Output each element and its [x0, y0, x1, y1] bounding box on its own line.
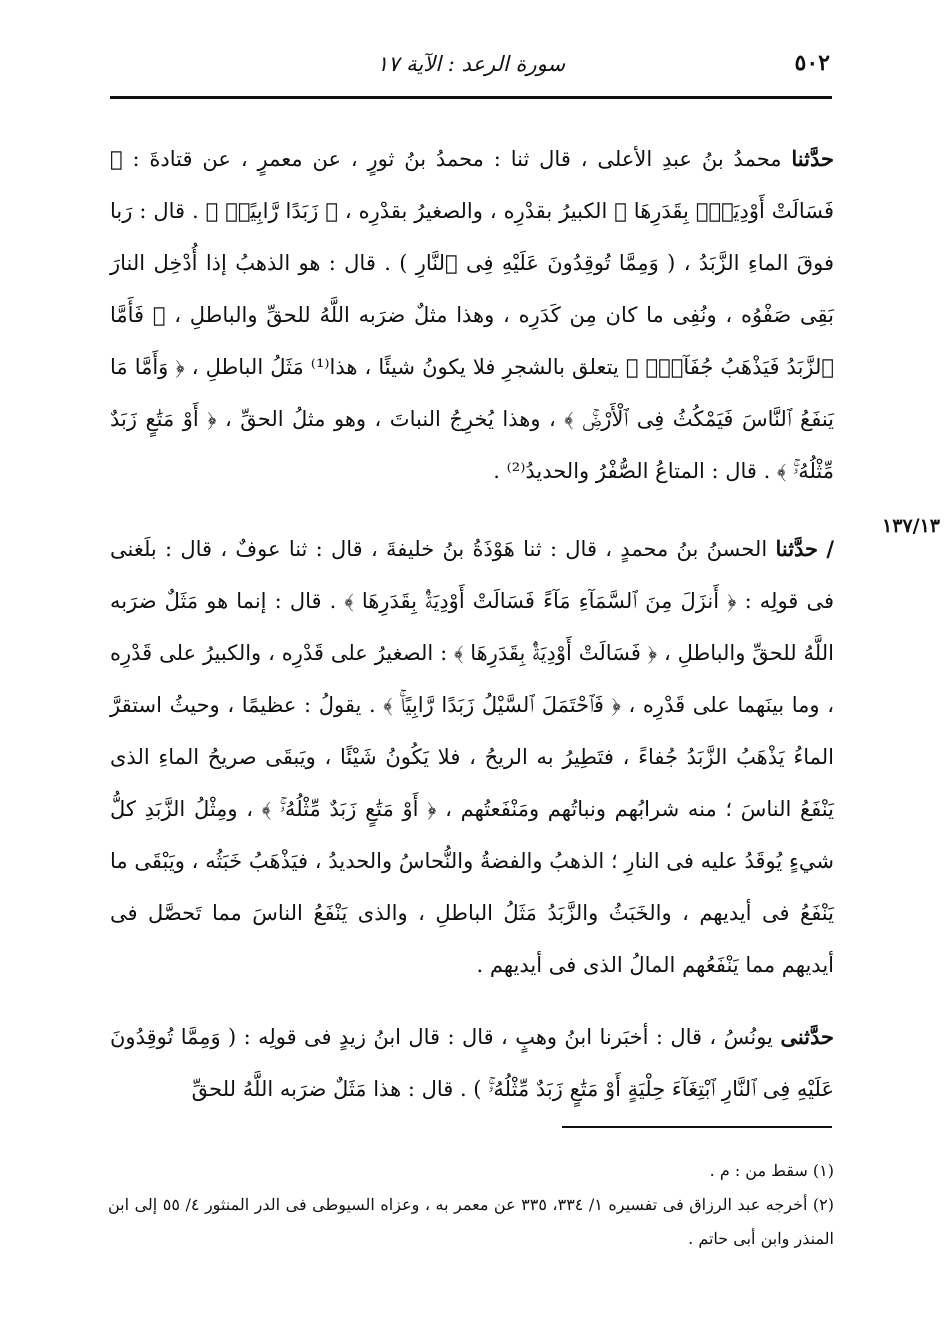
- paragraph-lead: حدَّثنا: [775, 536, 819, 561]
- footnote-1: (١) سقط من : م .: [709, 1161, 834, 1180]
- paragraph-marker: /: [826, 536, 834, 561]
- paragraph-3: [110, 990, 834, 1136]
- footnotes: [108, 1154, 834, 1256]
- paragraph-2: [110, 502, 834, 1012]
- margin-reference: ١٣٧/١٣: [882, 515, 940, 537]
- header-rule: [110, 96, 832, 99]
- paragraph-text: الحسنُ بنُ محمدٍ ، قال : ثنا هَوْذَةُ بنُ خليفةَ ، قال : ثنا عوفٌ ، قال : بلَغنى فى قولِه : ﴿ أَنزَلَ مِنَ ٱلسَّمَآءِ مَآءً فَسَالَتْ أَوْدِيَةٌۢ بِقَدَرِهَا ﴾ . قال : إنما هو مَثَلٌ ضرَبه اللَّهُ للحقِّ والباطلِ ، ﴿ فَسَالَتْ أَوْدِيَةٌۢ بِقَدَرِهَا ﴾ : الصغيرُ على قَدْرِه ، والكبيرُ على قَدْرِه ، وما بينَهما على قَدْرِه ، ﴿ فَٱحْتَمَلَ ٱلسَّيْلُ زَبَدًا رَّابِيًاۚ ﴾ . يقولُ : عظيمًا ، وحيثُ استقرَّ الماءُ يَذْهَبُ الزَّبَدُ جُفاءً ، فتَطِيرُ به الريحُ ، فلا يَكُونُ شَيْئًا ، ويَبقَى صريحُ الماءِ الذى يَنْفَعُ الناسَ ؛ منه شرابُهم ونباتُهم ومَنْفَعتُهم ، ﴿ أَوْ مَتَٰعٍ زَبَدٌ مِّثْلُهُۥۚ ﴾ ، ومِثْلُ الزَّبَدِ كلُّ شيءٍ يُوقَدُ عليه فى النارِ ؛ الذهبُ والفضةُ والنُّحاسُ والحديدُ ، فيَذْهَبُ خَبَثُه ، ويَبْقَى ما يَنْفَعُ فى أيديهم ، والخَبَثُ والزَّبَدُ مَثَلُ الباطلِ ، والذى يَنْفَعُ الناسَ مما تَحصَّل فى أيديهم مما يَنْفَعُهم المالُ الذى فى أيديهم .: [110, 537, 834, 977]
- page-header: [112, 50, 830, 90]
- footnote-rule: [562, 1126, 832, 1128]
- running-title: سورة الرعد : الآية ١٧: [376, 52, 566, 76]
- paragraph-text: يونُسُ ، قال : أخبَرنا ابنُ وهبٍ ، قال : قال ابنُ زيدٍ فى قولِه : ( وَمِمَّا تُوقِدُونَ عَلَيْهِ فِى ٱلنَّارِ ٱبْتِغَآءَ حِلْيَةٍ أَوْ مَتَٰعٍ زَبَدٌ مِّثْلُهُۥۚ ) . قال : هذا مَثَلٌ ضرَبه اللَّهُ للحقِّ: [110, 1025, 834, 1101]
- page-number: ٥٠٢: [794, 50, 830, 76]
- paragraph-text: محمدُ بنُ عبدِ الأعلى ، قال ثنا : محمدُ بنُ ثورٍ ، عن معمرٍ ، عن قتادةَ : ﴿ فَسَالَتْ أَوْدِيَةٌۢ بِقَدَرِهَا ﴾ الكبيرُ بقدْرِه ، والصغيرُ بقدْرِه ، ﴿ زَبَدًا رَّابِيًاۚ ﴾ . قال : رَبا فوقَ الماءِ الزَّبَدُ ، ( وَمِمَّا تُوقِدُونَ عَلَيْهِ فِى ٱلنَّارِ ) . قال : هو الذهبُ إذا أُدْخِل النارَ بَقِى صَفْوُه ، ونُفِى ما كان مِن كَدَرِه ، وهذا مثلٌ ضرَبه اللَّهُ للحقِّ والباطلِ ، ﴿ فَأَمَّا ٱلزَّبَدُ فَيَذْهَبُ جُفَآءًۖ ﴾ يتعلق بالشجرِ فلا يكونُ شيئًا ، هذا⁽¹⁾ مَثَلُ الباطلِ ، ﴿ وَأَمَّا مَا يَنفَعُ ٱلنَّاسَ فَيَمْكُثُ فِى ٱلْأَرْضِۚ ﴾ ، وهذا يُخرِجُ النباتَ ، وهو مثلُ الحقِّ ، ﴿ أَوْ مَتَٰعٍ زَبَدٌ مِّثْلُهُۥۚ ﴾ . قال : المتاعُ الصُّفْرُ والحديدُ⁽²⁾ .: [110, 147, 835, 483]
- footnote-2: (٢) أخرجه عبد الرزاق فى تفسيره ١/ ٣٣٤، ٣٣٥ عن معمر به ، وعزاه السيوطى فى الدر المنثور ٤/ ٥٥ إلى ابن المنذر وابن أبى حاتم .: [108, 1195, 834, 1248]
- paragraph-lead: حدَّثنا: [791, 146, 834, 171]
- paragraph-1: [110, 112, 834, 518]
- paragraph-lead: حدَّثنى: [780, 1024, 835, 1049]
